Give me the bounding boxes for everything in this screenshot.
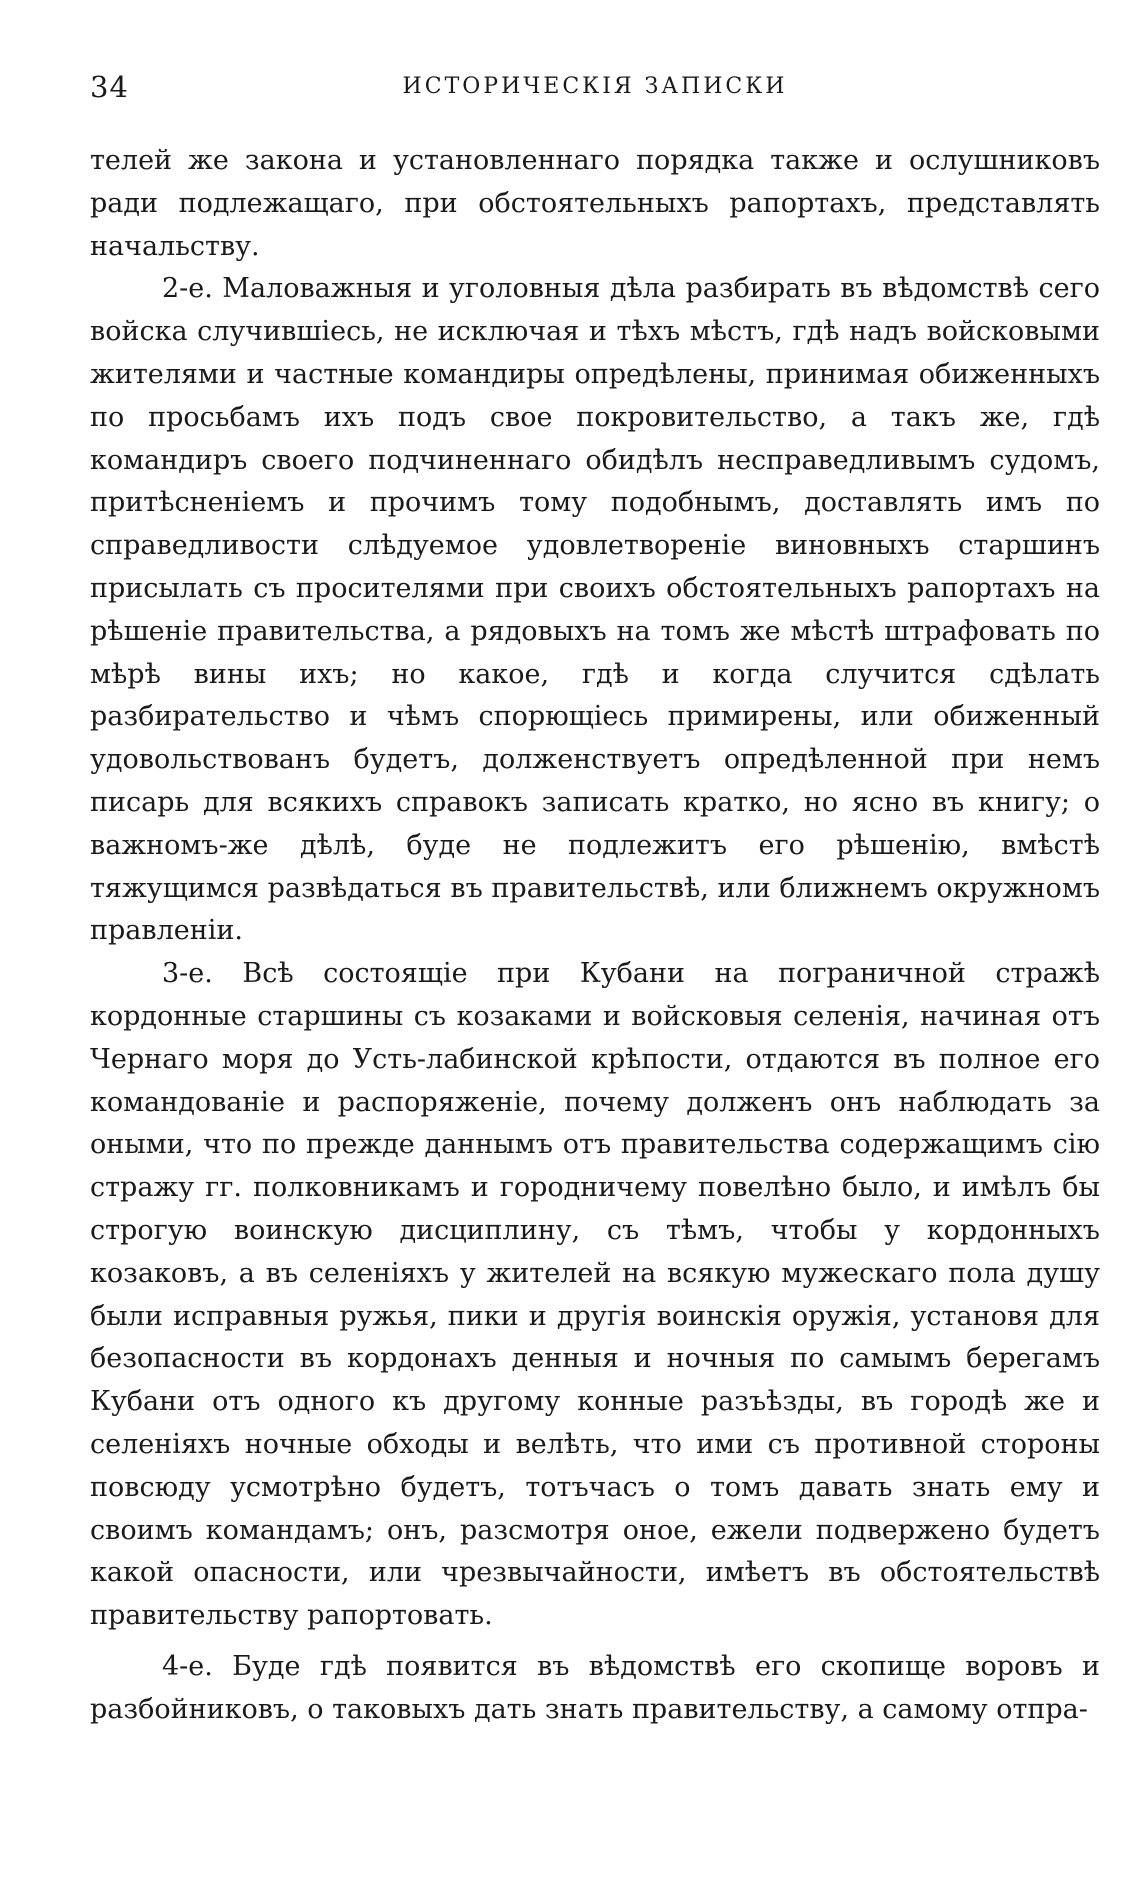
paragraph-article-4: 4-е. Буде гдѣ появится въ вѣдомствѣ его скопище воровъ и разбойниковъ, о таковыхъ дать знать правительству, а самому отпра-: [90, 1650, 1100, 1725]
paragraph-article-3: 3-е. Всѣ состоящіе при Кубани на пограничной стражѣ кордонные старшины съ козаками и войсковыя селенія, начиная отъ Чернаго моря до Усть-лабинской крѣпости, отдаются въ полное его командованіе и распоряженіе, почему долженъ онъ наблюдать за оными, что по прежде даннымъ отъ правительства содержащимъ сію стражу гг. полковникамъ и городничему повелѣно было, и имѣлъ бы строгую воинскую дисциплину, съ тѣмъ, чтобы у кордонныхъ козаковъ, а въ селеніяхъ у жителей на всякую мужескаго пола душу были исправныя ружья, пики и другія воинскія оружія, установя для безопасности въ кордонахъ денныя и ночныя по самымъ берегамъ Кубани отъ одного къ другому конные разъѣзды, въ городѣ же и селеніяхъ ночные обходы и велѣть, что ими съ противной стороны повсюду усмотрѣно будетъ, тотъчасъ о томъ давать знать ему и своимъ командамъ; онъ, разсмотря оное, ежели подвержено будетъ какой опасности, или чрезвычайности, имѣетъ въ обстоятельствѣ правительству рапортовать.: [90, 958, 1100, 1632]
page-header: [90, 70, 1100, 110]
page-number: 34: [90, 70, 129, 104]
body-text: [90, 140, 1100, 1731]
paragraph-article-2: 2-е. Маловажныя и уголовныя дѣла разбирать въ вѣдомствѣ сего войска случившіесь, не исключая и тѣхъ мѣстъ, гдѣ надъ войсковыми жителями и частные командиры опредѣлены, принимая обиженныхъ по просьбамъ ихъ подъ свое покровительство, а такъ же, гдѣ командиръ своего подчиненнаго обидѣлъ несправедливымъ судомъ, притѣсненіемъ и прочимъ тому подобнымъ, доставлять имъ по справедливости слѣдуемое удовлетвореніе виновныхъ старшинъ присылать съ просителями при своихъ обстоятельныхъ рапортахъ на рѣшеніе правительства, а рядовыхъ на томъ же мѣстѣ штрафовать по мѣрѣ вины ихъ; но какое, гдѣ и когда случится сдѣлать разбирательство и чѣмъ спорющіесь примирены, или обиженный удовольствованъ будетъ, долженствуетъ опредѣленной при немъ писарь для всякихъ справокъ записать кратко, но ясно въ книгу; о важномъ-же дѣлѣ, буде не подлежитъ его рѣшенію, вмѣстѣ тяжущимся развѣдаться въ правительствѣ, или ближнемъ окружномъ правленіи.: [90, 273, 1100, 947]
running-head: ИСТОРИЧЕСКІЯ ЗАПИСКИ: [402, 74, 788, 99]
paragraph-continuation: телей же закона и установленнаго порядка также и ослушниковъ ради подлежащаго, при обстоятельныхъ рапортахъ, представлять начальству.: [90, 145, 1100, 262]
